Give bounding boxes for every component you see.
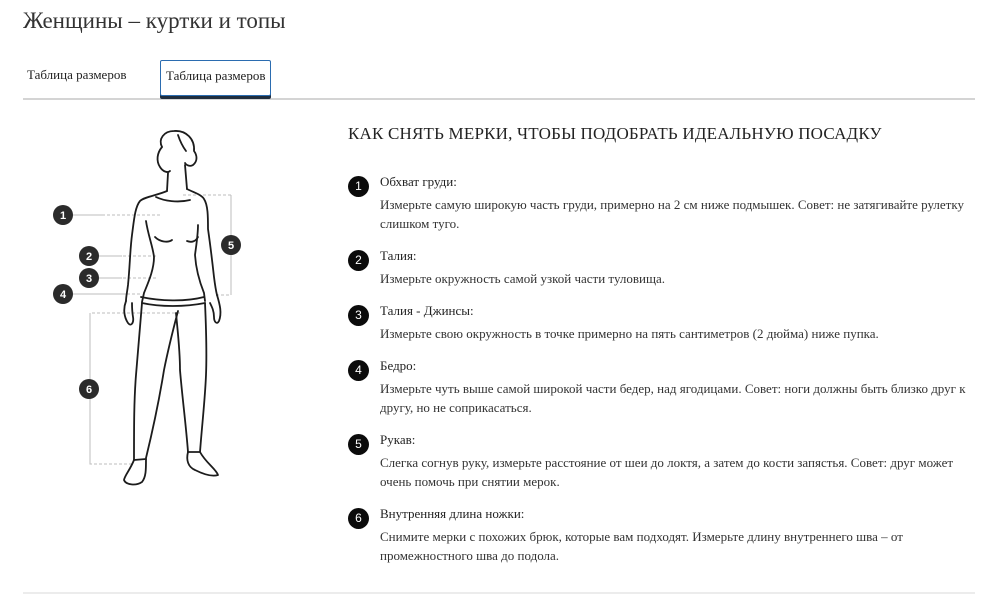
- tab-size-chart-active[interactable]: Таблица размеров: [160, 60, 271, 96]
- number-badge: 1: [348, 176, 369, 197]
- tab-size-chart[interactable]: Таблица размеров: [27, 67, 127, 82]
- marker-6: 6: [85, 384, 93, 396]
- guide-item-waist: [348, 246, 968, 288]
- marker-1: 1: [59, 210, 67, 222]
- item-desc: Измерьте самую широкую часть груди, примерно на 2 см ниже подмышек. Совет: не затягивайте рулетку слишком туго.: [380, 197, 964, 231]
- marker-4: 4: [59, 289, 67, 301]
- item-desc: Измерьте чуть выше самой широкой части бедер, над ягодицами. Совет: ноги должны быть близко друг к другу, но не соприкасаться.: [380, 381, 966, 415]
- guide-heading: КАК СНЯТЬ МЕРКИ, ЧТОБЫ ПОДОБРАТЬ ИДЕАЛЬНУЮ ПОСАДКУ: [348, 124, 882, 143]
- guide-item-sleeve: [348, 430, 968, 491]
- item-title: Бедро:: [380, 358, 417, 373]
- number-badge: 5: [348, 434, 369, 455]
- guide-item-hip: [348, 356, 968, 417]
- item-desc: Измерьте окружность самой узкой части туловища.: [380, 271, 665, 286]
- number-badge: 3: [348, 305, 369, 326]
- item-desc: Снимите мерки с похожих брюк, которые вам подходят. Измерьте длину внутреннего шва – от промежностного шва до подола.: [380, 529, 903, 563]
- marker-2: 2: [85, 251, 93, 263]
- guide-item-inseam: [348, 504, 968, 565]
- number-badge: 4: [348, 360, 369, 381]
- tab-bar: [23, 60, 975, 100]
- item-title: Талия - Джинсы:: [380, 303, 474, 318]
- item-title: Обхват груди:: [380, 174, 457, 189]
- body-measurement-figure: [40, 125, 270, 495]
- item-desc: Слегка согнув руку, измерьте расстояние от шеи до локтя, а затем до кости запястья. Совет: друг может очень помочь при снятии мерок.: [380, 455, 954, 489]
- bottom-divider: [23, 592, 975, 594]
- number-badge: 6: [348, 508, 369, 529]
- woman-silhouette-icon: [40, 125, 270, 495]
- guide-item-chest: [348, 172, 968, 233]
- measurement-guide: [348, 124, 968, 578]
- item-title: Рукав:: [380, 432, 416, 447]
- guide-item-jeans-waist: [348, 301, 968, 343]
- page-title: Женщины – куртки и топы: [23, 8, 286, 33]
- marker-5: 5: [227, 240, 235, 252]
- item-desc: Измерьте свою окружность в точке примерно на пять сантиметров (2 дюйма) ниже пупка.: [380, 326, 879, 341]
- item-title: Внутренняя длина ножки:: [380, 506, 525, 521]
- item-title: Талия:: [380, 248, 417, 263]
- number-badge: 2: [348, 250, 369, 271]
- marker-3: 3: [85, 273, 93, 285]
